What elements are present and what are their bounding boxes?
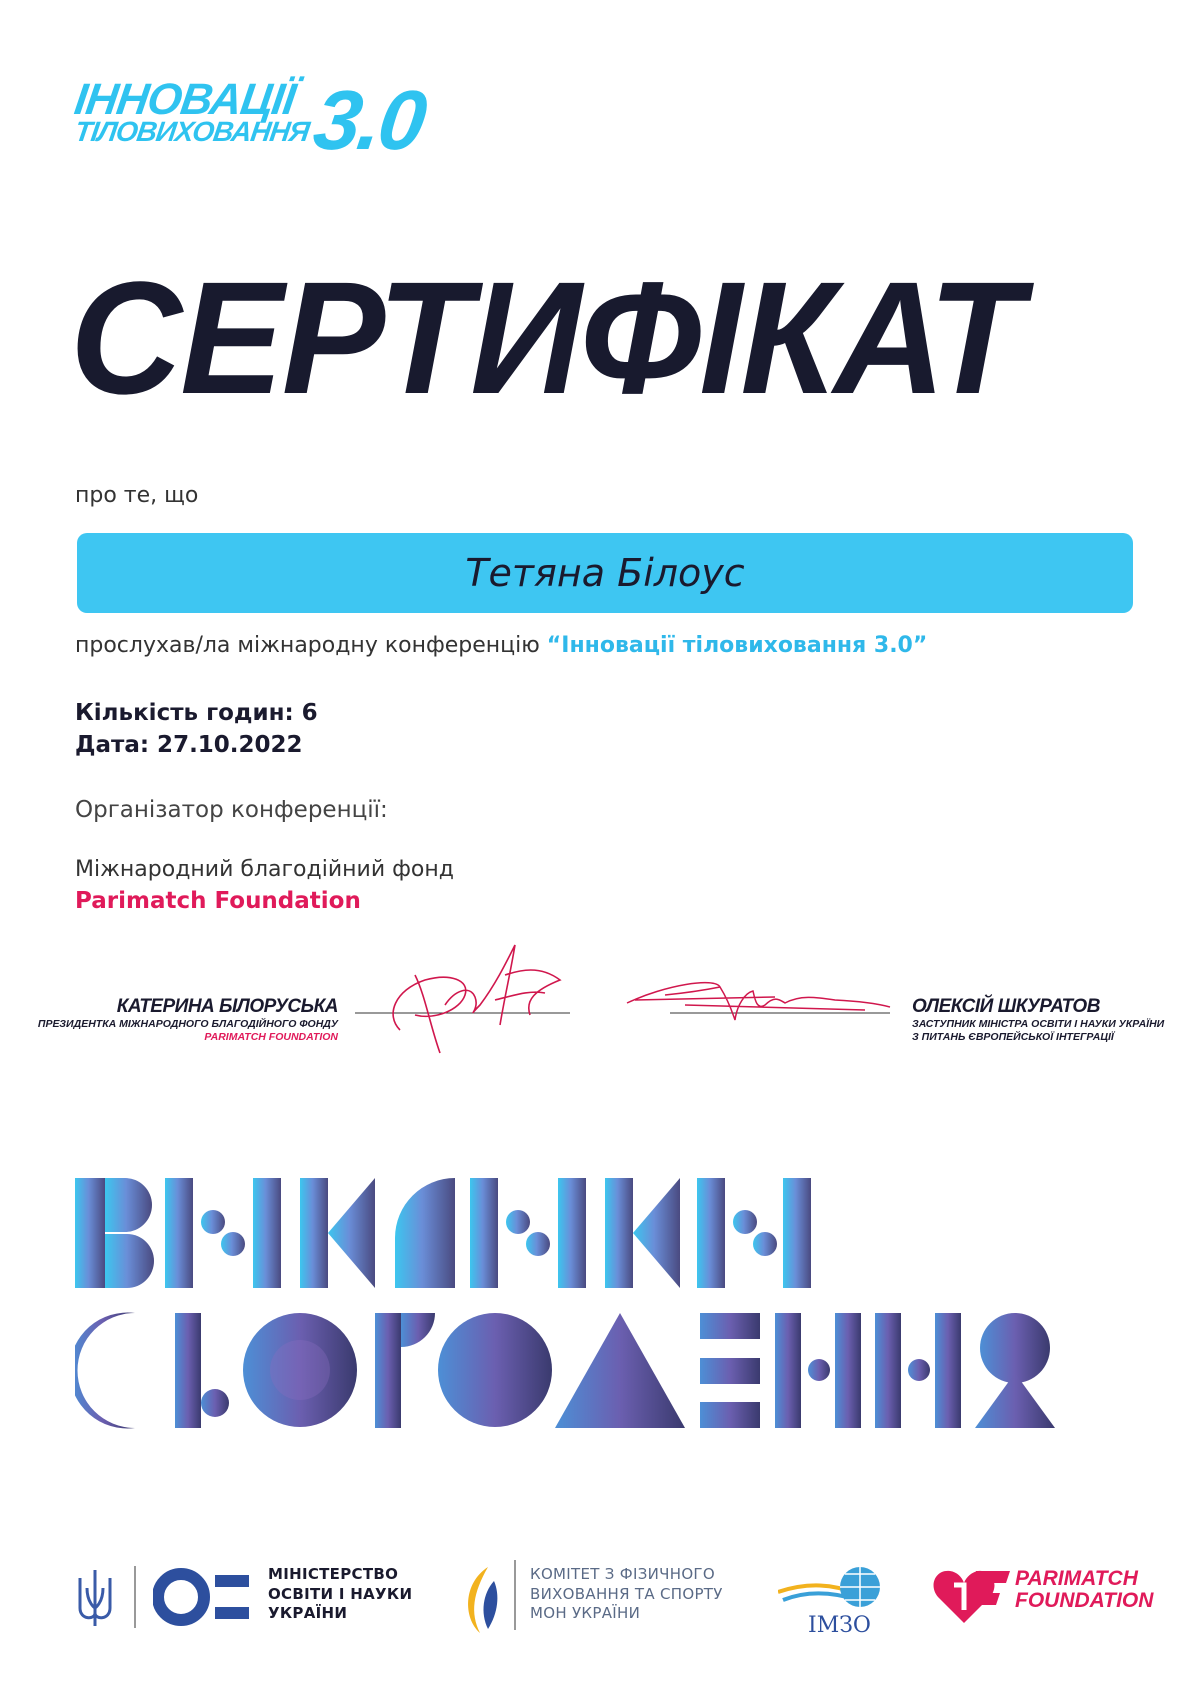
mon-line3: УКРАЇНИ: [268, 1604, 348, 1622]
conference-logo: [71, 73, 435, 167]
signatory-left-name: КАТЕРИНА БІЛОРУСЬКА: [116, 996, 338, 1017]
hours-line: Кількість годин: 6: [75, 700, 318, 726]
listened-line: [75, 633, 927, 658]
certificate-title: СЕРТИФІКАТ: [70, 248, 1022, 427]
kfv-line3: МОН УКРАЇНИ: [530, 1604, 641, 1622]
pm-line1: PARIMATCH: [1015, 1567, 1138, 1590]
conference-name: “Інновації тіловиховання 3.0”: [546, 633, 928, 658]
parimatch-text: [1015, 1568, 1153, 1612]
kfv-logo-icon: [458, 1563, 503, 1635]
footer-separator: [134, 1566, 136, 1628]
mon-line2: ОСВІТИ І НАУКИ: [268, 1584, 413, 1603]
kfv-line2: ВИХОВАННЯ ТА СПОРТУ: [530, 1584, 723, 1603]
signatory-right-role2: З ПИТАНЬ ЄВРОПЕЙСЬКОЇ ІНТЕГРАЦІЇ: [912, 1031, 1114, 1044]
listened-text: прослухав/ла міжнародну конференцію: [75, 633, 547, 658]
about-prefix: про те, що: [75, 483, 199, 508]
mon-line1: МІНІСТЕРСТВО: [268, 1565, 399, 1583]
signatory-right-role: ЗАСТУПНИК МІНІСТРА ОСВІТИ І НАУКИ УКРАЇНИ: [912, 1018, 1165, 1030]
imzo-logo-icon: [778, 1562, 898, 1637]
slogan-graphic: [75, 1178, 1135, 1518]
imzo-label: ІМЗО: [808, 1613, 871, 1637]
pm-line2: FOUNDATION: [1015, 1589, 1154, 1613]
recipient-name: Тетяна Білоус: [465, 551, 745, 595]
kfv-line1: КОМІТЕТ З ФІЗИЧНОГО: [530, 1565, 715, 1583]
signatory-left-role: ПРЕЗИДЕНТКА МІЖНАРОДНОГО БЛАГОДІЙНОГО ФОНДУ: [37, 1018, 338, 1030]
logo-line1: ІННОВАЦІЇ: [71, 75, 298, 124]
recipient-name-bar: [77, 533, 1133, 613]
logo-line2: ТІЛОВИХОВАННЯ: [72, 116, 311, 147]
mon-logo-icon: [153, 1567, 253, 1627]
signatory-left-org: PARIMATCH FOUNDATION: [204, 1031, 338, 1044]
footer-separator-2: [514, 1560, 516, 1630]
logo-version: 3.0: [308, 73, 430, 167]
signature-left-icon: [355, 935, 575, 1065]
signatory-left: [38, 996, 338, 1044]
fund-description: Міжнародний благодійний фонд: [75, 857, 454, 882]
signature-right-icon: [625, 965, 895, 1025]
kfv-text: [530, 1565, 723, 1624]
fund-name: Parimatch Foundation: [75, 888, 361, 914]
signatory-right-name: ОЛЕКСІЙ ШКУРАТОВ: [912, 996, 1100, 1017]
organizer-label: Організатор конференції:: [75, 797, 388, 823]
signatory-right: [912, 996, 1164, 1044]
date-line: Дата: 27.10.2022: [75, 732, 303, 758]
trident-icon: [75, 1568, 115, 1628]
parimatch-heart-icon: [932, 1565, 1012, 1627]
mon-text: [268, 1565, 412, 1624]
